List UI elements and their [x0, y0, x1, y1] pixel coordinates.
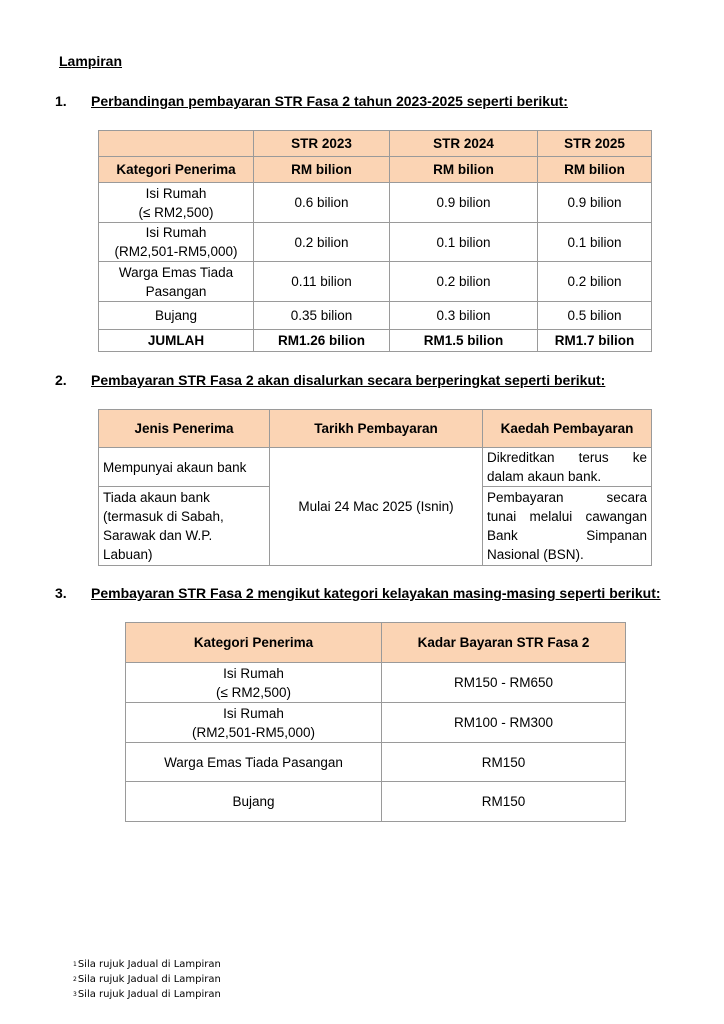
table-row — [126, 703, 626, 743]
section-1-number: 1. — [55, 93, 67, 109]
value-cell: 0.1 bilion — [390, 223, 538, 262]
value-cell: 0.2 bilion — [538, 262, 652, 302]
total-value: RM1.26 bilion — [254, 330, 390, 352]
category-cell: Isi Rumah (RM2,501-RM5,000) — [126, 703, 382, 743]
unit-header: RM bilion — [254, 157, 390, 183]
rate-cell: RM150 - RM650 — [382, 663, 626, 703]
category-cell: Isi Rumah (≤ RM2,500) — [99, 183, 254, 223]
year-header: STR 2025 — [538, 131, 652, 157]
rate-cell: RM150 — [382, 743, 626, 782]
payment-method-cell: Pembayaran secara tunai melalui cawangan Bank Simpanan Nasional (BSN). — [483, 487, 652, 566]
category-cell: Bujang — [99, 302, 254, 330]
value-cell: 0.35 bilion — [254, 302, 390, 330]
section-2-number: 2. — [55, 372, 67, 388]
section-3-number: 3. — [55, 585, 67, 601]
section-1-title: Perbandingan pembayaran STR Fasa 2 tahun 2023-2025 seperti berikut: — [91, 93, 568, 109]
unit-header: RM bilion — [538, 157, 652, 183]
table-row — [126, 663, 626, 703]
category-header: Kategori Penerima — [126, 623, 382, 663]
rate-header: Kadar Bayaran STR Fasa 2 — [382, 623, 626, 663]
header-empty-cell — [99, 131, 254, 157]
section-3-title: Pembayaran STR Fasa 2 mengikut kategori kelayakan masing-masing seperti berikut: — [91, 585, 661, 601]
total-label: JUMLAH — [99, 330, 254, 352]
payment-date-cell: Mulai 24 Mac 2025 (Isnin) — [270, 448, 483, 566]
footnote: 1Sila rujuk Jadual di Lampiran — [73, 959, 221, 970]
value-cell: 0.2 bilion — [390, 262, 538, 302]
payment-method-header: Kaedah Pembayaran — [483, 410, 652, 448]
footnote: 3Sila rujuk Jadual di Lampiran — [73, 989, 221, 1000]
year-header: STR 2023 — [254, 131, 390, 157]
total-value: RM1.7 bilion — [538, 330, 652, 352]
page-heading: Lampiran — [59, 53, 123, 69]
unit-header: RM bilion — [390, 157, 538, 183]
footnotes — [73, 957, 221, 1002]
payment-rate-table — [125, 622, 626, 822]
section-2-title: Pembayaran STR Fasa 2 akan disalurkan secara berperingkat seperti berikut: — [91, 372, 606, 388]
value-cell: 0.9 bilion — [390, 183, 538, 223]
value-cell: 0.2 bilion — [254, 223, 390, 262]
category-header: Kategori Penerima — [99, 157, 254, 183]
category-cell: Bujang — [126, 782, 382, 822]
value-cell: 0.11 bilion — [254, 262, 390, 302]
table-row — [126, 743, 626, 782]
table-row — [99, 302, 652, 330]
payment-method-cell: Dikreditkan terus ke dalam akaun bank. — [483, 448, 652, 487]
table-row — [99, 223, 652, 262]
value-cell: 0.3 bilion — [390, 302, 538, 330]
table-row — [99, 183, 652, 223]
payment-date-header: Tarikh Pembayaran — [270, 410, 483, 448]
payment-schedule-table — [98, 409, 652, 566]
recipient-type-cell: Tiada akaun bank (termasuk di Sabah, Sarawak dan W.P. Labuan) — [99, 487, 270, 566]
value-cell: 0.6 bilion — [254, 183, 390, 223]
payment-comparison-table — [98, 130, 652, 352]
total-value: RM1.5 bilion — [390, 330, 538, 352]
recipient-type-cell: Mempunyai akaun bank — [99, 448, 270, 487]
category-cell: Warga Emas Tiada Pasangan — [99, 262, 254, 302]
table-row — [99, 448, 652, 487]
value-cell: 0.1 bilion — [538, 223, 652, 262]
rate-cell: RM100 - RM300 — [382, 703, 626, 743]
value-cell: 0.5 bilion — [538, 302, 652, 330]
rate-cell: RM150 — [382, 782, 626, 822]
category-cell: Isi Rumah (≤ RM2,500) — [126, 663, 382, 703]
recipient-type-header: Jenis Penerima — [99, 410, 270, 448]
category-cell: Isi Rumah (RM2,501-RM5,000) — [99, 223, 254, 262]
year-header: STR 2024 — [390, 131, 538, 157]
table-row — [99, 262, 652, 302]
category-cell: Warga Emas Tiada Pasangan — [126, 743, 382, 782]
total-row — [99, 330, 652, 352]
footnote: 2Sila rujuk Jadual di Lampiran — [73, 974, 221, 985]
value-cell: 0.9 bilion — [538, 183, 652, 223]
table-row — [126, 782, 626, 822]
